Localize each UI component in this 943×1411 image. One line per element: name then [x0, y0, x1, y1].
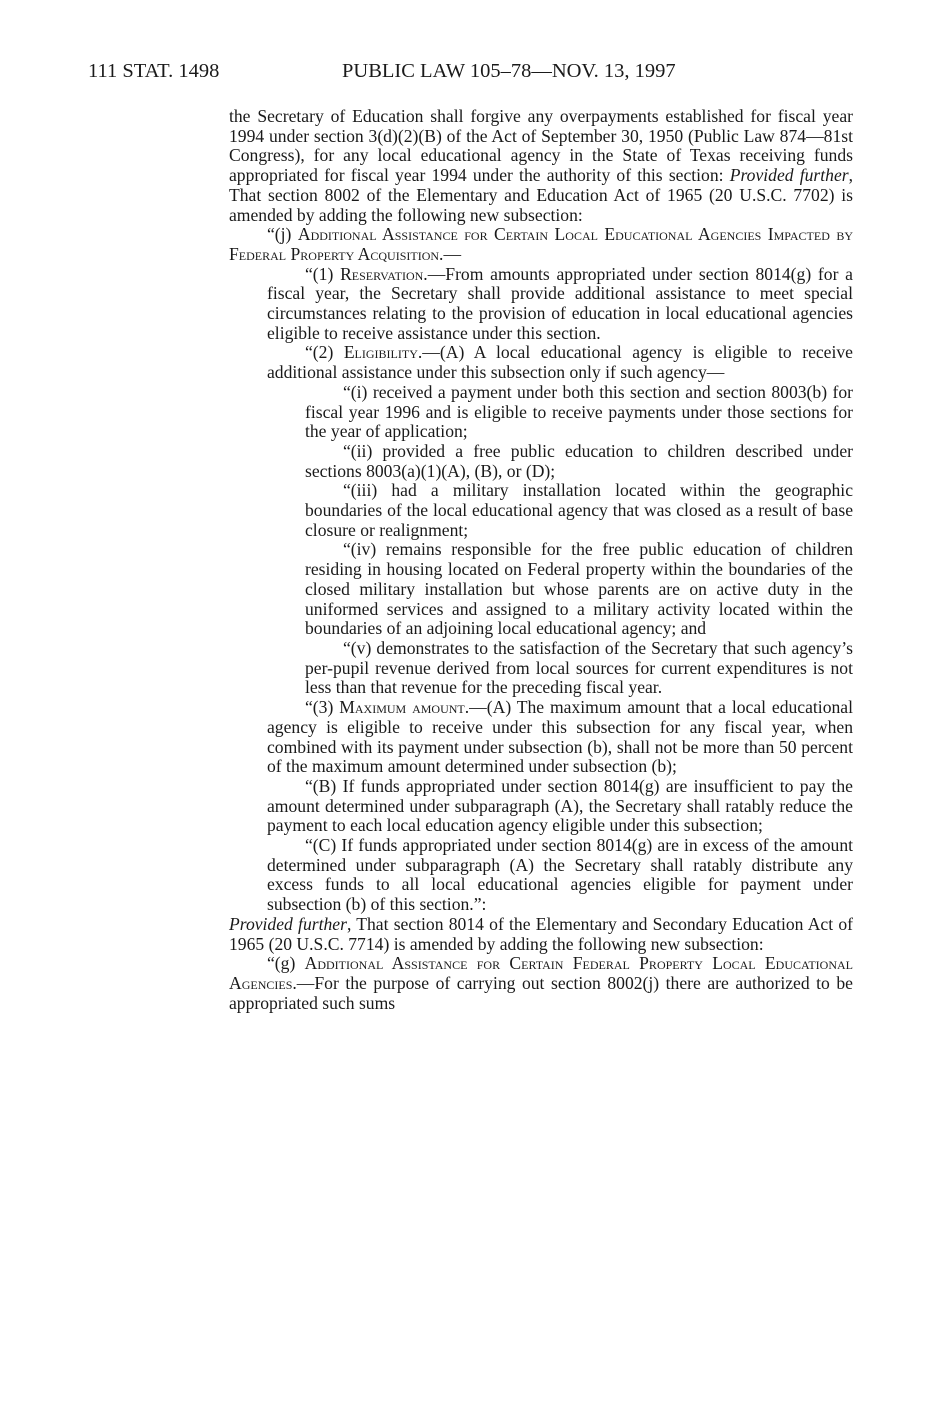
law-text [229, 107, 853, 1013]
paragraph-maximum-amount: “(3) Maximum amount.—(A) The maximum amount that a local educational agency is eligible to receive under this subsection for any fiscal year, when combined with its payment under subsection (b), shall not be more than 50 percent of the maximum amount determined under subsection (b); [267, 697, 853, 777]
subsection-j-heading: “(j) Additional Assistance for Certain Local Educational Agencies Impacted by Federal Property Acquisition.— [229, 224, 853, 264]
clause-iii: “(iii) had a military installation located within the geographic boundaries of the local educational agency that was closed as a result of base closure or realignment; [305, 480, 853, 540]
clause-i: “(i) received a payment under both this section and section 8003(b) for fiscal year 1996 and is eligible to receive payments under those sections for the year of application; [305, 381, 853, 442]
statute-citation: 111 STAT. 1498 [88, 60, 220, 82]
clause-iv: “(iv) remains responsible for the free public education of children residing in housing located on Federal property within the boundaries of the closed military installation but whose parents are on active duty in the uniformed services and assigned to a military activity located within the boundaries of an adjoining local educational agency; and [305, 539, 853, 639]
paragraph-intro: the Secretary of Education shall forgive any overpayments established for fiscal year 1994 under section 3(d)(2)(B) of the Act of September 30, 1950 (Public Law 874—81st Congress), for any local educational agency in the State of Texas receiving funds appropriated for fiscal year 1994 under the authority of this section: Provided further, That section 8002 of the Elementary and Education Act of 1965 (20 U.S.C. 7702) is amended by adding the following new subsection: [229, 106, 854, 225]
subparagraph-b: “(B) If funds appropriated under section 8014(g) are insufficient to pay the amount determined under subparagraph (A), the Secretary shall ratably reduce the payment to each local education agency eligible under this subsection; [267, 775, 853, 836]
clause-ii: “(ii) provided a free public education to children described under sections 8003(a)(1)(A), (B), or (D); [305, 440, 853, 481]
public-law-heading: PUBLIC LAW 105–78—NOV. 13, 1997 [342, 60, 676, 82]
paragraph-provided-further: Provided further, That section 8014 of the Elementary and Secondary Education Act of 1965 (20 U.S.C. 7714) is amended by adding the following new subsection: [229, 913, 854, 954]
subparagraph-c: “(C) If funds appropriated under section 8014(g) are in excess of the amount determined under subparagraph (A) the Secretary shall ratably distribute any excess funds to all local educational agencies eligible for payment under subsection (b) of this section.”: [267, 835, 853, 915]
paragraph-eligibility: “(2) Eligibility.—(A) A local educational agency is eligible to receive additional assistance under this subsection only if such agency— [267, 342, 853, 383]
paragraph-reservation: “(1) Reservation.—From amounts appropriated under section 8014(g) for a fiscal year, the Secretary shall provide additional assistance to meet special circumstances relating to the provision of education in local educational agencies eligible to receive assistance under this section. [267, 263, 853, 343]
page-header [88, 60, 863, 86]
clause-v: “(v) demonstrates to the satisfaction of the Secretary that such agency’s per-pupil revenue derived from local sources for current expenditures is not less than that revenue for the preceding fiscal year. [305, 637, 853, 698]
subsection-g: “(g) Additional Assistance for Certain Federal Property Local Educational Agencies.—For the purpose of carrying out section 8002(j) there are authorized to be appropriated such sums [229, 953, 853, 1013]
